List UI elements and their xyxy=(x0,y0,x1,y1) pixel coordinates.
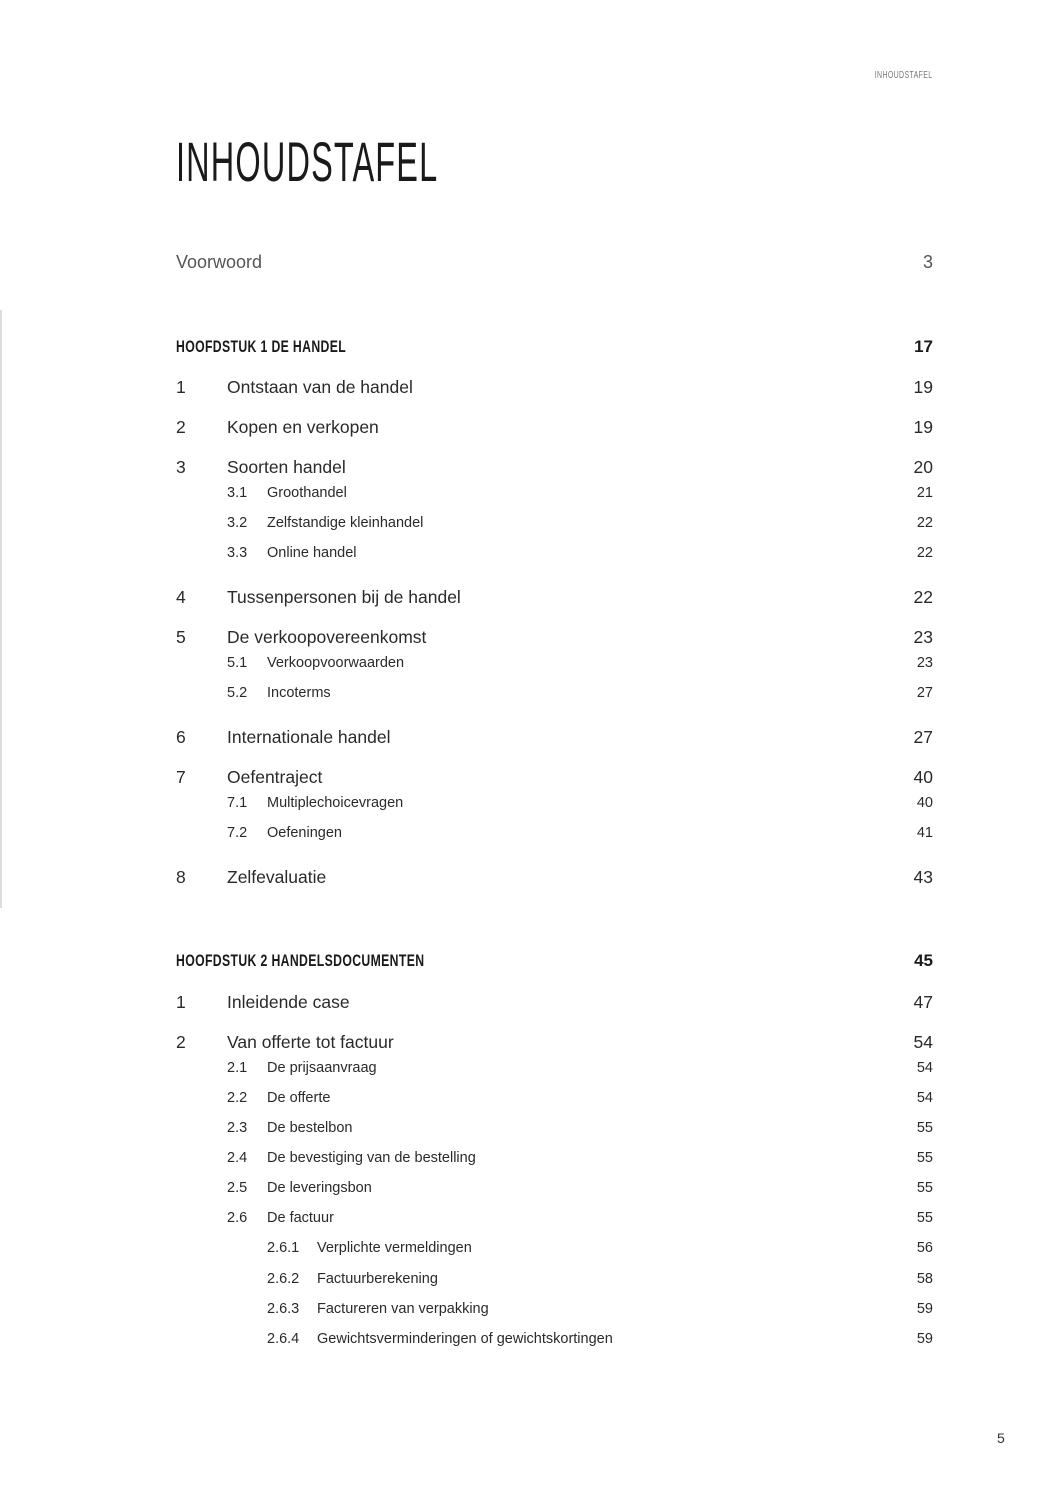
toc-entry-title: HOOFDSTUK 1 DE HANDEL xyxy=(176,337,347,356)
toc-entry-title: De bevestiging van de bestelling xyxy=(267,1150,476,1166)
toc-entry-number: 2 xyxy=(176,1032,186,1052)
toc-chapter-heading[interactable] xyxy=(176,335,933,359)
toc-entry-title: Tussenpersonen bij de handel xyxy=(227,587,461,607)
toc-entry-page: 55 xyxy=(916,1150,933,1166)
toc-entry[interactable] xyxy=(176,865,933,889)
toc-entry[interactable] xyxy=(176,681,933,705)
toc-entry-title: De bestelbon xyxy=(267,1120,353,1136)
toc-entry-number: 2.2 xyxy=(227,1090,248,1106)
toc-entry-title: Oefentraject xyxy=(227,767,323,787)
toc-entry-page: 55 xyxy=(916,1180,933,1196)
toc-entry-number: 5 xyxy=(176,627,186,647)
toc-entry-page: 55 xyxy=(916,1210,933,1226)
toc-entry-title: Online handel xyxy=(267,545,357,561)
toc-entry-number: 5.2 xyxy=(227,685,248,701)
toc-entry-number: 7 xyxy=(176,767,186,787)
running-header: INHOUDSTAFEL xyxy=(874,70,932,81)
toc-entry-number: 7.2 xyxy=(227,825,248,841)
toc-entry-page: 17 xyxy=(914,337,933,356)
toc-entry-page: 22 xyxy=(916,515,933,531)
toc-entry[interactable] xyxy=(176,765,933,789)
toc-entry-page: 22 xyxy=(916,545,933,561)
toc-entry-title: De leveringsbon xyxy=(267,1180,372,1196)
toc-entry[interactable] xyxy=(176,1236,933,1260)
toc-entry-page: 54 xyxy=(916,1060,933,1076)
toc-entry-number: 2.1 xyxy=(227,1060,248,1076)
toc-entry[interactable] xyxy=(176,821,933,845)
toc-entry-page: 21 xyxy=(916,485,933,501)
page-number: 5 xyxy=(997,1430,1005,1446)
toc-entry-title: Zelfstandige kleinhandel xyxy=(267,515,424,531)
toc-entry-number: 3.2 xyxy=(227,515,248,531)
toc-entry-title: Kopen en verkopen xyxy=(227,417,379,437)
toc-entry[interactable] xyxy=(176,511,933,535)
toc-entry[interactable] xyxy=(176,1030,933,1054)
toc-entry-number: 2.6.3 xyxy=(267,1301,300,1317)
toc-entry-page: 41 xyxy=(916,825,933,841)
toc-entry-number: 2.4 xyxy=(227,1150,248,1166)
toc-entry-title: Soorten handel xyxy=(227,457,346,477)
toc-entry-number: 1 xyxy=(176,992,186,1012)
toc-entry[interactable] xyxy=(176,375,933,399)
toc-entry-number: 2 xyxy=(176,417,186,437)
toc-entry-title: De prijsaanvraag xyxy=(267,1060,377,1076)
toc-entry-page: 54 xyxy=(913,1032,933,1052)
toc-entry[interactable] xyxy=(176,1116,933,1140)
toc-entry-number: 3.1 xyxy=(227,485,248,501)
toc-entry[interactable] xyxy=(176,1327,933,1351)
toc-entry-number: 2.5 xyxy=(227,1180,248,1196)
toc-entry-title: Verkoopvoorwaarden xyxy=(267,655,405,671)
toc-entry[interactable] xyxy=(176,1056,933,1080)
toc-entry[interactable] xyxy=(176,1176,933,1200)
toc-entry-page: 47 xyxy=(913,992,933,1012)
toc-entry-number: 2.6.1 xyxy=(267,1240,300,1256)
toc-entry-number: 7.1 xyxy=(227,795,248,811)
toc-entry[interactable] xyxy=(176,725,933,749)
toc-entry-page: 19 xyxy=(913,417,933,437)
toc-entry-title: Gewichtsverminderingen of gewichtskortingen xyxy=(317,1331,613,1347)
toc-entry-page: 22 xyxy=(913,587,933,607)
toc-entry-title: Verplichte vermeldingen xyxy=(317,1240,472,1256)
toc-entry[interactable] xyxy=(176,455,933,479)
toc-entry-title: HOOFDSTUK 2 HANDELSDOCUMENTEN xyxy=(176,951,425,970)
toc-entry-page: 56 xyxy=(916,1240,933,1256)
toc-entry-title: Ontstaan van de handel xyxy=(227,377,413,397)
toc-entry-title: Oefeningen xyxy=(267,825,342,841)
toc-entry[interactable] xyxy=(176,250,933,274)
toc-entry-title: Voorwoord xyxy=(176,252,263,272)
toc-entry-page: 45 xyxy=(914,951,933,970)
toc-entry[interactable] xyxy=(176,415,933,439)
toc-entry-title: De offerte xyxy=(267,1090,331,1106)
toc-entry-number: 6 xyxy=(176,727,186,747)
toc-entry-title: Internationale handel xyxy=(227,727,391,747)
toc-entry-title: Groothandel xyxy=(267,485,347,501)
toc-entry[interactable] xyxy=(176,1297,933,1321)
toc-entry[interactable] xyxy=(176,791,933,815)
toc-entry-title: Factuurberekening xyxy=(317,1271,438,1287)
toc-entry-page: 23 xyxy=(913,627,933,647)
toc-entry-title: Multiplechoicevragen xyxy=(267,795,404,811)
toc-entry[interactable] xyxy=(176,585,933,609)
toc-entry-number: 2.6.2 xyxy=(267,1271,300,1287)
toc-entry-number: 2.6.4 xyxy=(267,1331,300,1347)
toc-entry-title: De factuur xyxy=(267,1210,334,1226)
toc-entry-page: 40 xyxy=(916,795,933,811)
toc-entry-title: Incoterms xyxy=(267,685,331,701)
toc-entry-page: 43 xyxy=(913,867,933,887)
toc-entry-page: 3 xyxy=(922,252,933,272)
toc-entry[interactable] xyxy=(176,1146,933,1170)
toc-entry[interactable] xyxy=(176,1267,933,1291)
toc-entry-title: Factureren van verpakking xyxy=(317,1301,489,1317)
toc-entry-number: 1 xyxy=(176,377,186,397)
toc-entry-title: Zelfevaluatie xyxy=(227,867,327,887)
toc-entry-number: 2.6 xyxy=(227,1210,248,1226)
toc-entry[interactable] xyxy=(176,625,933,649)
toc-entry-page: 27 xyxy=(916,685,933,701)
toc-entry-title: Van offerte tot factuur xyxy=(227,1032,394,1052)
toc-entry[interactable] xyxy=(176,651,933,675)
toc-entry-number: 2.3 xyxy=(227,1120,248,1136)
page-title: INHOUDSTAFEL xyxy=(176,130,439,193)
toc-entry-number: 5.1 xyxy=(227,655,248,671)
toc-entry-page: 59 xyxy=(916,1331,933,1347)
toc-chapter-heading[interactable] xyxy=(176,949,933,973)
toc-entry[interactable] xyxy=(176,541,933,565)
toc-entry-page: 55 xyxy=(916,1120,933,1136)
toc-entry-title: Inleidende case xyxy=(227,992,350,1012)
toc-entry-title: De verkoopovereenkomst xyxy=(227,627,427,647)
toc-entry-page: 27 xyxy=(913,727,933,747)
toc-entry-page: 59 xyxy=(916,1301,933,1317)
toc-entry[interactable] xyxy=(176,1206,933,1230)
toc-entry-number: 8 xyxy=(176,867,186,887)
toc-entry-page: 54 xyxy=(916,1090,933,1106)
toc-entry-page: 23 xyxy=(916,655,933,671)
toc-entry[interactable] xyxy=(176,481,933,505)
toc-entry[interactable] xyxy=(176,990,933,1014)
toc-entry-page: 40 xyxy=(913,767,933,787)
toc-entry-page: 20 xyxy=(913,457,933,477)
toc-entry-number: 4 xyxy=(176,587,186,607)
page-edge-divider xyxy=(0,310,2,908)
toc-entry[interactable] xyxy=(176,1086,933,1110)
toc-entry-number: 3.3 xyxy=(227,545,248,561)
toc-entry-page: 19 xyxy=(913,377,933,397)
toc-entry-number: 3 xyxy=(176,457,186,477)
toc-entry-page: 58 xyxy=(916,1271,933,1287)
